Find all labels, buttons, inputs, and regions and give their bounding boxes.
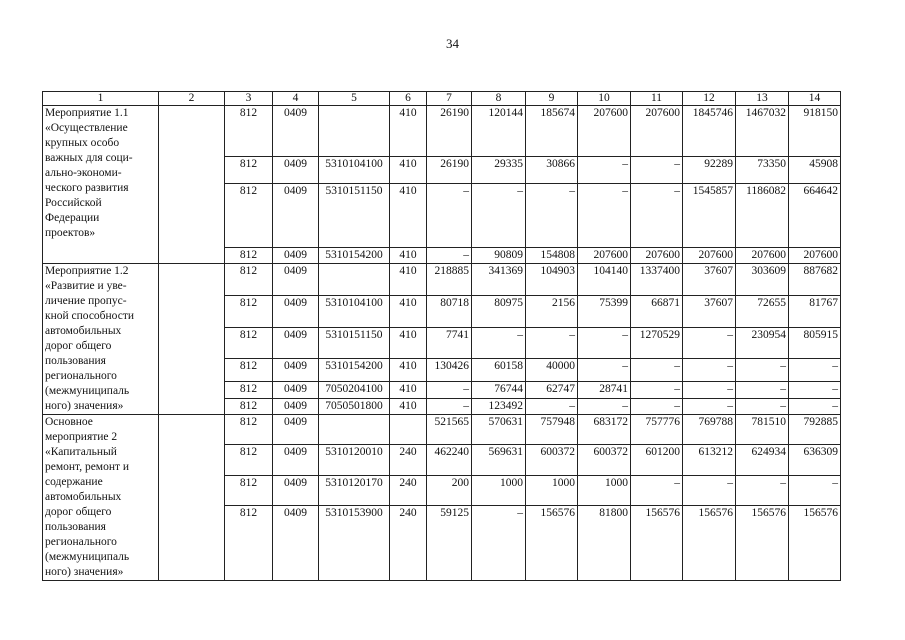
column-number-11: 11 bbox=[631, 92, 683, 106]
cell-col-12: – bbox=[683, 327, 736, 359]
budget-table bbox=[42, 91, 841, 581]
cell-col-14: 45908 bbox=[789, 157, 841, 184]
description-line: автомобильных bbox=[45, 491, 122, 503]
column-2-cell bbox=[159, 264, 225, 415]
cell-col-9: 185674 bbox=[526, 106, 578, 157]
cell-col-4: 0409 bbox=[273, 475, 319, 505]
cell-col-13: 624934 bbox=[736, 445, 789, 475]
description-line: ческого развития bbox=[45, 182, 129, 194]
cell-col-11: – bbox=[631, 398, 683, 415]
cell-col-14: 156576 bbox=[789, 506, 841, 581]
cell-col-6 bbox=[390, 415, 427, 445]
description-line: «Капитальный bbox=[45, 446, 117, 458]
column-number-3: 3 bbox=[225, 92, 273, 106]
cell-col-12: 156576 bbox=[683, 506, 736, 581]
column-number-4: 4 bbox=[273, 92, 319, 106]
cell-col-3: 812 bbox=[225, 106, 273, 157]
description-line: личение пропус- bbox=[45, 295, 127, 307]
table-row bbox=[43, 264, 841, 296]
cell-col-5: 5310151150 bbox=[319, 327, 390, 359]
cell-col-8: 76744 bbox=[472, 382, 526, 398]
cell-col-3: 812 bbox=[225, 295, 273, 327]
cell-col-6: 410 bbox=[390, 106, 427, 157]
measure-description bbox=[43, 415, 159, 581]
cell-col-11: – bbox=[631, 475, 683, 505]
cell-col-11: 757776 bbox=[631, 415, 683, 445]
cell-col-3: 812 bbox=[225, 327, 273, 359]
description-line: мероприятие 2 bbox=[45, 431, 118, 443]
cell-col-11: 207600 bbox=[631, 106, 683, 157]
cell-col-11: 601200 bbox=[631, 445, 683, 475]
cell-col-14: 207600 bbox=[789, 248, 841, 264]
cell-col-7: 200 bbox=[427, 475, 472, 505]
cell-col-13: 73350 bbox=[736, 157, 789, 184]
description-line: дорог общего bbox=[45, 506, 112, 518]
page-number: 34 bbox=[446, 36, 459, 51]
cell-col-9: 1000 bbox=[526, 475, 578, 505]
description-line: (межмуниципаль bbox=[45, 385, 130, 397]
cell-col-3: 812 bbox=[225, 398, 273, 415]
description-line: регионального bbox=[45, 370, 117, 382]
cell-col-9: 600372 bbox=[526, 445, 578, 475]
cell-col-10: 81800 bbox=[578, 506, 631, 581]
cell-col-6: 410 bbox=[390, 327, 427, 359]
cell-col-3: 812 bbox=[225, 506, 273, 581]
column-2-cell bbox=[159, 415, 225, 581]
cell-col-6: 240 bbox=[390, 445, 427, 475]
cell-col-10: – bbox=[578, 184, 631, 248]
column-number-7: 7 bbox=[427, 92, 472, 106]
description-line: Основное bbox=[45, 416, 93, 428]
description-line: важных для соци- bbox=[45, 152, 133, 164]
cell-col-11: 207600 bbox=[631, 248, 683, 264]
cell-col-5 bbox=[319, 415, 390, 445]
cell-col-5: 5310104100 bbox=[319, 157, 390, 184]
cell-col-8: 29335 bbox=[472, 157, 526, 184]
cell-col-4: 0409 bbox=[273, 248, 319, 264]
cell-col-4: 0409 bbox=[273, 157, 319, 184]
cell-col-13: 72655 bbox=[736, 295, 789, 327]
description-line: ного) значения» bbox=[45, 566, 124, 578]
cell-col-5: 5310104100 bbox=[319, 295, 390, 327]
cell-col-8: – bbox=[472, 184, 526, 248]
cell-col-5: 7050501800 bbox=[319, 398, 390, 415]
cell-col-12: 613212 bbox=[683, 445, 736, 475]
cell-col-9: 62747 bbox=[526, 382, 578, 398]
cell-col-3: 812 bbox=[225, 157, 273, 184]
cell-col-14: 792885 bbox=[789, 415, 841, 445]
description-line: содержание bbox=[45, 476, 103, 488]
cell-col-7: 80718 bbox=[427, 295, 472, 327]
cell-col-9: – bbox=[526, 184, 578, 248]
cell-col-3: 812 bbox=[225, 359, 273, 382]
cell-col-14: – bbox=[789, 359, 841, 382]
cell-col-5 bbox=[319, 264, 390, 296]
column-number-12: 12 bbox=[683, 92, 736, 106]
column-number-2: 2 bbox=[159, 92, 225, 106]
cell-col-11: 156576 bbox=[631, 506, 683, 581]
table-row bbox=[43, 106, 841, 157]
cell-col-3: 812 bbox=[225, 415, 273, 445]
cell-col-7: 130426 bbox=[427, 359, 472, 382]
cell-col-6: 240 bbox=[390, 475, 427, 505]
column-number-9: 9 bbox=[526, 92, 578, 106]
cell-col-10: 104140 bbox=[578, 264, 631, 296]
description-line: регионального bbox=[45, 536, 117, 548]
cell-col-14: 636309 bbox=[789, 445, 841, 475]
cell-col-9: 2156 bbox=[526, 295, 578, 327]
cell-col-3: 812 bbox=[225, 475, 273, 505]
measure-description bbox=[43, 264, 159, 415]
cell-col-10: – bbox=[578, 359, 631, 382]
cell-col-5: 5310120170 bbox=[319, 475, 390, 505]
column-number-1: 1 bbox=[43, 92, 159, 106]
cell-col-9: – bbox=[526, 398, 578, 415]
cell-col-6: 410 bbox=[390, 295, 427, 327]
cell-col-9: 156576 bbox=[526, 506, 578, 581]
cell-col-13: 230954 bbox=[736, 327, 789, 359]
table-row bbox=[43, 415, 841, 445]
cell-col-14: 664642 bbox=[789, 184, 841, 248]
column-number-13: 13 bbox=[736, 92, 789, 106]
cell-col-8: 120144 bbox=[472, 106, 526, 157]
cell-col-12: 1545857 bbox=[683, 184, 736, 248]
cell-col-5: 7050204100 bbox=[319, 382, 390, 398]
cell-col-4: 0409 bbox=[273, 415, 319, 445]
cell-col-6: 410 bbox=[390, 359, 427, 382]
cell-col-9: 104903 bbox=[526, 264, 578, 296]
column-number-header bbox=[43, 92, 841, 106]
cell-col-14: 918150 bbox=[789, 106, 841, 157]
cell-col-14: – bbox=[789, 382, 841, 398]
cell-col-12: 1845746 bbox=[683, 106, 736, 157]
description-line: пользования bbox=[45, 355, 106, 367]
description-line: дорог общего bbox=[45, 340, 112, 352]
cell-col-3: 812 bbox=[225, 264, 273, 296]
description-line: крупных особо bbox=[45, 137, 120, 149]
cell-col-3: 812 bbox=[225, 248, 273, 264]
cell-col-5: 5310151150 bbox=[319, 184, 390, 248]
cell-col-9: 40000 bbox=[526, 359, 578, 382]
cell-col-6: 410 bbox=[390, 157, 427, 184]
description-line: пользования bbox=[45, 521, 106, 533]
cell-col-10: – bbox=[578, 157, 631, 184]
description-line: «Развитие и уве- bbox=[45, 280, 127, 292]
cell-col-10: 1000 bbox=[578, 475, 631, 505]
column-number-10: 10 bbox=[578, 92, 631, 106]
cell-col-7: – bbox=[427, 382, 472, 398]
cell-col-4: 0409 bbox=[273, 398, 319, 415]
cell-col-13: 1186082 bbox=[736, 184, 789, 248]
cell-col-12: 207600 bbox=[683, 248, 736, 264]
cell-col-5: 5310120010 bbox=[319, 445, 390, 475]
cell-col-8: 1000 bbox=[472, 475, 526, 505]
cell-col-7: 26190 bbox=[427, 106, 472, 157]
cell-col-12: – bbox=[683, 475, 736, 505]
cell-col-13: – bbox=[736, 382, 789, 398]
cell-col-7: 59125 bbox=[427, 506, 472, 581]
cell-col-8: 569631 bbox=[472, 445, 526, 475]
description-line: автомобильных bbox=[45, 325, 122, 337]
description-line: ного) значения» bbox=[45, 400, 124, 412]
cell-col-5: 5310153900 bbox=[319, 506, 390, 581]
column-2-cell bbox=[159, 106, 225, 264]
cell-col-6: 410 bbox=[390, 184, 427, 248]
description-line: Федерации bbox=[45, 212, 100, 224]
cell-col-10: 207600 bbox=[578, 106, 631, 157]
cell-col-12: – bbox=[683, 359, 736, 382]
description-line: ремонт, ремонт и bbox=[45, 461, 130, 473]
cell-col-14: – bbox=[789, 475, 841, 505]
column-number-8: 8 bbox=[472, 92, 526, 106]
cell-col-14: – bbox=[789, 398, 841, 415]
cell-col-10: – bbox=[578, 398, 631, 415]
cell-col-14: 805915 bbox=[789, 327, 841, 359]
cell-col-4: 0409 bbox=[273, 327, 319, 359]
cell-col-10: – bbox=[578, 327, 631, 359]
cell-col-12: – bbox=[683, 398, 736, 415]
cell-col-13: 156576 bbox=[736, 506, 789, 581]
cell-col-10: 75399 bbox=[578, 295, 631, 327]
cell-col-7: – bbox=[427, 184, 472, 248]
cell-col-12: 769788 bbox=[683, 415, 736, 445]
cell-col-6: 410 bbox=[390, 382, 427, 398]
cell-col-7: – bbox=[427, 398, 472, 415]
cell-col-12: 92289 bbox=[683, 157, 736, 184]
cell-col-7: 218885 bbox=[427, 264, 472, 296]
cell-col-13: 207600 bbox=[736, 248, 789, 264]
cell-col-10: 600372 bbox=[578, 445, 631, 475]
cell-col-6: 410 bbox=[390, 264, 427, 296]
cell-col-9: – bbox=[526, 327, 578, 359]
cell-col-8: 90809 bbox=[472, 248, 526, 264]
description-line: (межмуниципаль bbox=[45, 551, 130, 563]
cell-col-12: 37607 bbox=[683, 264, 736, 296]
cell-col-7: 462240 bbox=[427, 445, 472, 475]
cell-col-4: 0409 bbox=[273, 382, 319, 398]
cell-col-13: 1467032 bbox=[736, 106, 789, 157]
cell-col-10: 207600 bbox=[578, 248, 631, 264]
cell-col-8: 570631 bbox=[472, 415, 526, 445]
column-number-14: 14 bbox=[789, 92, 841, 106]
cell-col-8: 341369 bbox=[472, 264, 526, 296]
cell-col-11: – bbox=[631, 359, 683, 382]
cell-col-4: 0409 bbox=[273, 184, 319, 248]
column-number-5: 5 bbox=[319, 92, 390, 106]
cell-col-11: – bbox=[631, 157, 683, 184]
table-body bbox=[43, 92, 841, 581]
cell-col-9: 154808 bbox=[526, 248, 578, 264]
description-line: Мероприятие 1.1 bbox=[45, 107, 129, 119]
cell-col-5: 5310154200 bbox=[319, 248, 390, 264]
cell-col-13: 781510 bbox=[736, 415, 789, 445]
cell-col-4: 0409 bbox=[273, 506, 319, 581]
cell-col-4: 0409 bbox=[273, 359, 319, 382]
cell-col-10: 28741 bbox=[578, 382, 631, 398]
cell-col-7: – bbox=[427, 248, 472, 264]
cell-col-6: 410 bbox=[390, 248, 427, 264]
cell-col-8: 123492 bbox=[472, 398, 526, 415]
cell-col-5 bbox=[319, 106, 390, 157]
cell-col-8: – bbox=[472, 506, 526, 581]
description-line: ально-экономи- bbox=[45, 167, 122, 179]
cell-col-13: – bbox=[736, 359, 789, 382]
cell-col-3: 812 bbox=[225, 382, 273, 398]
description-line: проектов» bbox=[45, 227, 96, 239]
column-number-6: 6 bbox=[390, 92, 427, 106]
cell-col-9: 757948 bbox=[526, 415, 578, 445]
cell-col-6: 240 bbox=[390, 506, 427, 581]
cell-col-7: 521565 bbox=[427, 415, 472, 445]
cell-col-5: 5310154200 bbox=[319, 359, 390, 382]
cell-col-4: 0409 bbox=[273, 295, 319, 327]
cell-col-11: – bbox=[631, 382, 683, 398]
description-line: Мероприятие 1.2 bbox=[45, 265, 129, 277]
cell-col-11: – bbox=[631, 184, 683, 248]
description-line: Российской bbox=[45, 197, 102, 209]
cell-col-9: 30866 bbox=[526, 157, 578, 184]
cell-col-13: – bbox=[736, 398, 789, 415]
cell-col-8: – bbox=[472, 327, 526, 359]
cell-col-4: 0409 bbox=[273, 264, 319, 296]
cell-col-14: 887682 bbox=[789, 264, 841, 296]
cell-col-4: 0409 bbox=[273, 445, 319, 475]
description-line: кной способности bbox=[45, 310, 134, 322]
cell-col-6: 410 bbox=[390, 398, 427, 415]
cell-col-13: – bbox=[736, 475, 789, 505]
cell-col-8: 80975 bbox=[472, 295, 526, 327]
cell-col-7: 26190 bbox=[427, 157, 472, 184]
cell-col-12: – bbox=[683, 382, 736, 398]
cell-col-11: 66871 bbox=[631, 295, 683, 327]
cell-col-12: 37607 bbox=[683, 295, 736, 327]
cell-col-3: 812 bbox=[225, 445, 273, 475]
cell-col-7: 7741 bbox=[427, 327, 472, 359]
cell-col-13: 303609 bbox=[736, 264, 789, 296]
cell-col-10: 683172 bbox=[578, 415, 631, 445]
measure-description bbox=[43, 106, 159, 264]
cell-col-14: 81767 bbox=[789, 295, 841, 327]
cell-col-4: 0409 bbox=[273, 106, 319, 157]
cell-col-11: 1270529 bbox=[631, 327, 683, 359]
cell-col-8: 60158 bbox=[472, 359, 526, 382]
description-line: «Осуществление bbox=[45, 122, 128, 134]
cell-col-11: 1337400 bbox=[631, 264, 683, 296]
cell-col-3: 812 bbox=[225, 184, 273, 248]
